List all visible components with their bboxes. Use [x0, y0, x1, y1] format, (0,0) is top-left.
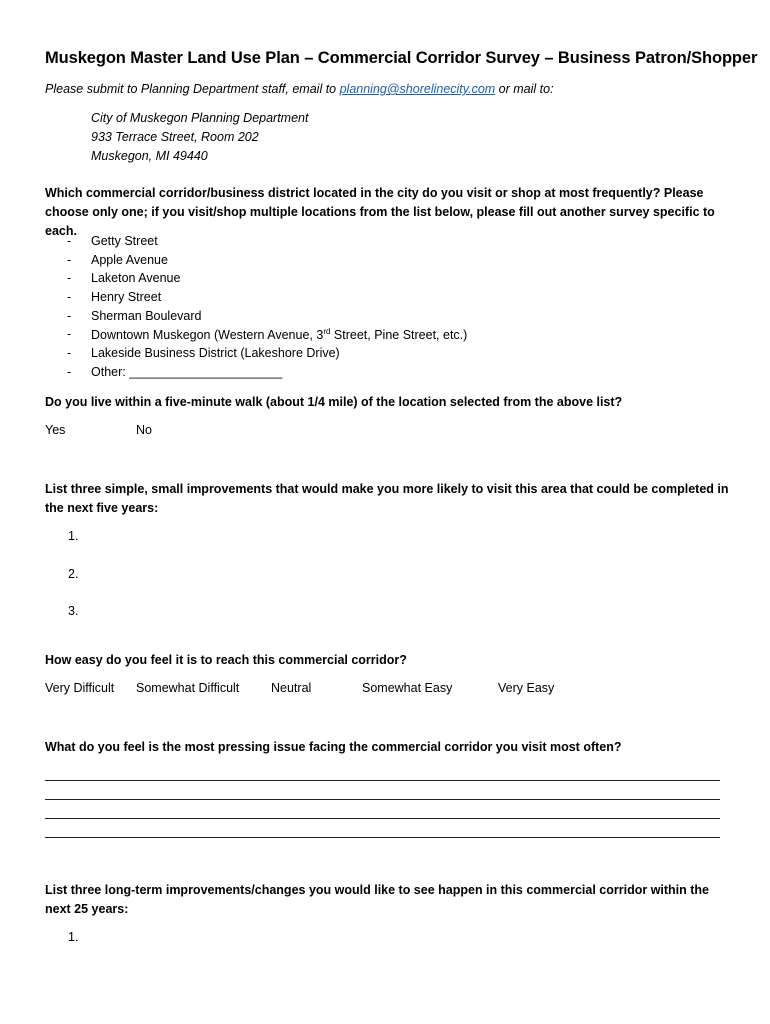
answer-line-1[interactable] — [45, 780, 720, 781]
answer-line-4[interactable] — [45, 837, 720, 838]
long-term-item-1[interactable]: 1. — [68, 930, 79, 944]
bullet: - — [67, 271, 72, 285]
page-title: Muskegon Master Land Use Plan – Commercial Corridor Survey – Business Patron/Shopper — [45, 49, 758, 67]
scale-somewhat-easy[interactable]: Somewhat Easy — [362, 681, 453, 695]
question-accessibility: How easy do you feel it is to reach this commercial corridor? — [45, 653, 407, 667]
scale-very-difficult[interactable]: Very Difficult — [45, 681, 115, 695]
bullet: - — [67, 327, 72, 341]
question-walk-distance: Do you live within a five-minute walk (about 1/4 mile) of the location selected from the above list? — [45, 395, 623, 409]
option-other-field[interactable]: Other: ______________________ — [91, 365, 283, 379]
option-downtown-muskegon[interactable] — [91, 327, 467, 342]
bullet: - — [67, 309, 72, 323]
improvement-item-1[interactable]: 1. — [68, 529, 79, 543]
address-line-1: City of Muskegon Planning Department — [91, 111, 309, 125]
option-getty-street[interactable]: Getty Street — [91, 234, 158, 248]
answer-yes[interactable]: Yes — [45, 423, 66, 437]
downtown-text: Downtown Muskegon (Western Avenue, 3 — [91, 328, 324, 343]
option-apple-avenue[interactable]: Apple Avenue — [91, 253, 168, 267]
scale-neutral[interactable]: Neutral — [271, 681, 312, 695]
question-pressing-issue: What do you feel is the most pressing issue facing the commercial corridor you visit most often? — [45, 740, 622, 754]
improvement-item-2[interactable]: 2. — [68, 567, 79, 581]
scale-very-easy[interactable]: Very Easy — [498, 681, 555, 695]
bullet: - — [67, 365, 72, 379]
submission-instructions — [45, 82, 554, 96]
scale-somewhat-difficult[interactable]: Somewhat Difficult — [136, 681, 240, 695]
bullet: - — [67, 290, 72, 304]
bullet: - — [67, 346, 72, 360]
bullet: - — [67, 234, 72, 248]
answer-line-3[interactable] — [45, 818, 720, 819]
ordinal-suffix: rd — [323, 327, 331, 336]
address-line-2: 933 Terrace Street, Room 202 — [91, 130, 259, 144]
bullet: - — [67, 253, 72, 267]
question-long-term-improvements: List three long-term improvements/changes you would like to see happen in this commercial corridor within the next 25 years: — [45, 883, 710, 916]
answer-no[interactable]: No — [136, 423, 152, 437]
option-henry-street[interactable]: Henry Street — [91, 290, 162, 304]
question-corridor: Which commercial corridor/business district located in the city do you visit or shop at most frequently? Please choose only one; if you visit/shop multiple locations from the list below, please fill out another survey specific to each. — [45, 186, 715, 238]
option-sherman-boulevard[interactable]: Sherman Boulevard — [91, 309, 202, 323]
answer-line-2[interactable] — [45, 799, 720, 800]
option-laketon-avenue[interactable]: Laketon Avenue — [91, 271, 181, 285]
improvement-item-3[interactable]: 3. — [68, 604, 79, 618]
downtown-text-end: Street, Pine Street, etc.) — [330, 328, 468, 343]
instructions-text: Please submit to Planning Department staff, email to — [45, 82, 340, 96]
question-short-term-improvements: List three simple, small improvements that would make you more likely to visit this area that could be completed in the next five years: — [45, 482, 729, 515]
address-line-3: Muskegon, MI 49440 — [91, 149, 208, 163]
instructions-text-end: or mail to: — [495, 82, 554, 96]
option-lakeside-business-district[interactable]: Lakeside Business District (Lakeshore Drive) — [91, 346, 340, 360]
email-link[interactable]: planning@shorelinecity.com — [339, 82, 496, 96]
